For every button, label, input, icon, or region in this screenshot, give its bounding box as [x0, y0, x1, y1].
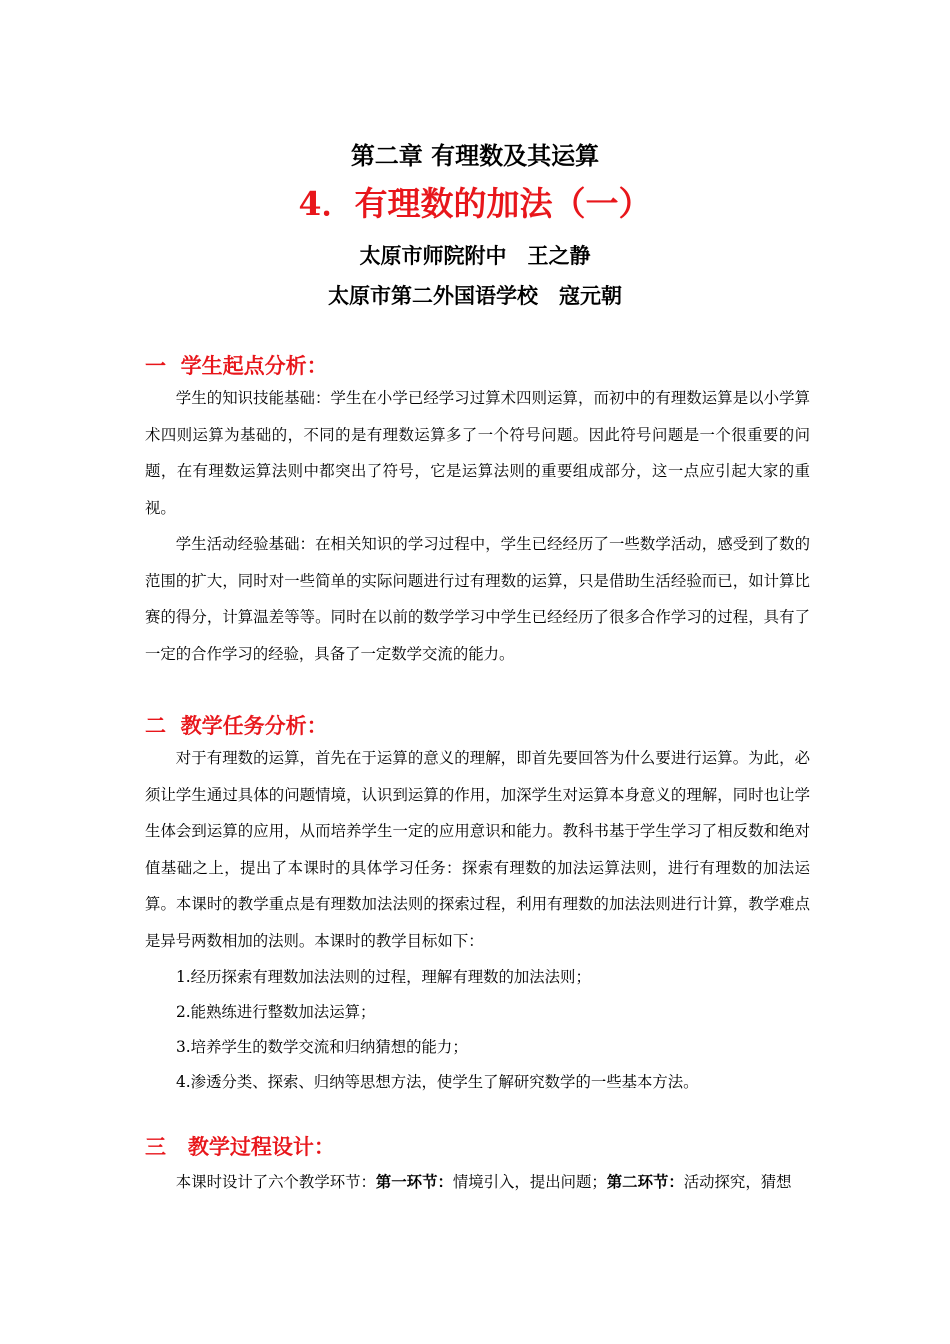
- section1-heading: 一 学生起点分析：: [145, 353, 328, 378]
- goal-item-1: 1.经历探索有理数加法法则的过程，理解有理数的加法法则；: [176, 968, 591, 986]
- goal-item-2: 2.能熟练进行整数加法运算；: [176, 1003, 376, 1021]
- section2-heading: 二 教学任务分析：: [145, 713, 328, 738]
- section1-body: [145, 380, 810, 672]
- author-1: 太原市师院附中 王之静: [359, 243, 591, 268]
- step1-text: 情境引入，提出问题；: [452, 1173, 607, 1191]
- author-line-1: [0, 240, 950, 270]
- step2-text: 活动探究，猜想: [683, 1173, 792, 1191]
- author-line-2: [0, 280, 950, 310]
- goal-item-3: 3.培养学生的数学交流和归纳猜想的能力；: [176, 1038, 468, 1056]
- step1-label: 第一环节：: [375, 1173, 453, 1191]
- goal-item-4: 4.渗透分类、探索、归纳等思想方法，使学生了解研究数学的一些基本方法。: [176, 1073, 699, 1091]
- chapter-title: 第二章 有理数及其运算: [350, 141, 600, 170]
- lesson-title: 4．有理数的加法（一）: [298, 184, 652, 223]
- step2-label: 第二环节：: [606, 1173, 684, 1191]
- author-2: 太原市第二外国语学校 寇元朝: [328, 283, 622, 308]
- section2-body: [145, 740, 810, 959]
- section3-intro-line: [145, 1164, 810, 1200]
- section3-heading: 三 教学过程设计：: [145, 1134, 335, 1159]
- section3-intro: 本课时设计了六个教学环节：: [175, 1173, 376, 1191]
- section1-paragraph-1: 学生的知识技能基础：学生在小学已经学习过算术四则运算，而初中的有理数运算是以小学算术四则运算为基础的，不同的是有理数运算多了一个符号问题。因此符号问题是一个很重要的问题，在有理数运算法则中都突出了符号，它是运算法则的重要组成部分，这一点应引起大家的重视。: [145, 389, 810, 517]
- section2-paragraph-1: 对于有理数的运算，首先在于运算的意义的理解，即首先要回答为什么要进行运算。为此，必须让学生通过具体的问题情境，认识到运算的作用，加深学生对运算本身意义的理解，同时也让学生体会到运算的应用，从而培养学生一定的应用意识和能力。教科书基于学生学习了相反数和绝对值基础之上，提出了本课时的具体学习任务：探索有理数的加法运算法则，进行有理数的加法运算。本课时的教学重点是有理数加法法则的探索过程，利用有理数的加法法则进行计算，教学难点是异号两数相加的法则。本课时的教学目标如下：: [145, 749, 810, 950]
- section1-paragraph-2: 学生活动经验基础：在相关知识的学习过程中，学生已经经历了一些数学活动，感受到了数的范围的扩大，同时对一些简单的实际问题进行过有理数的运算，只是借助生活经验而已，如计算比赛的得分，计算温差等等。同时在以前的数学学习中学生已经经历了很多合作学习的过程，具有了一定的合作学习的经验，具备了一定数学交流的能力。: [145, 535, 810, 663]
- teaching-goals-list: [176, 960, 816, 1100]
